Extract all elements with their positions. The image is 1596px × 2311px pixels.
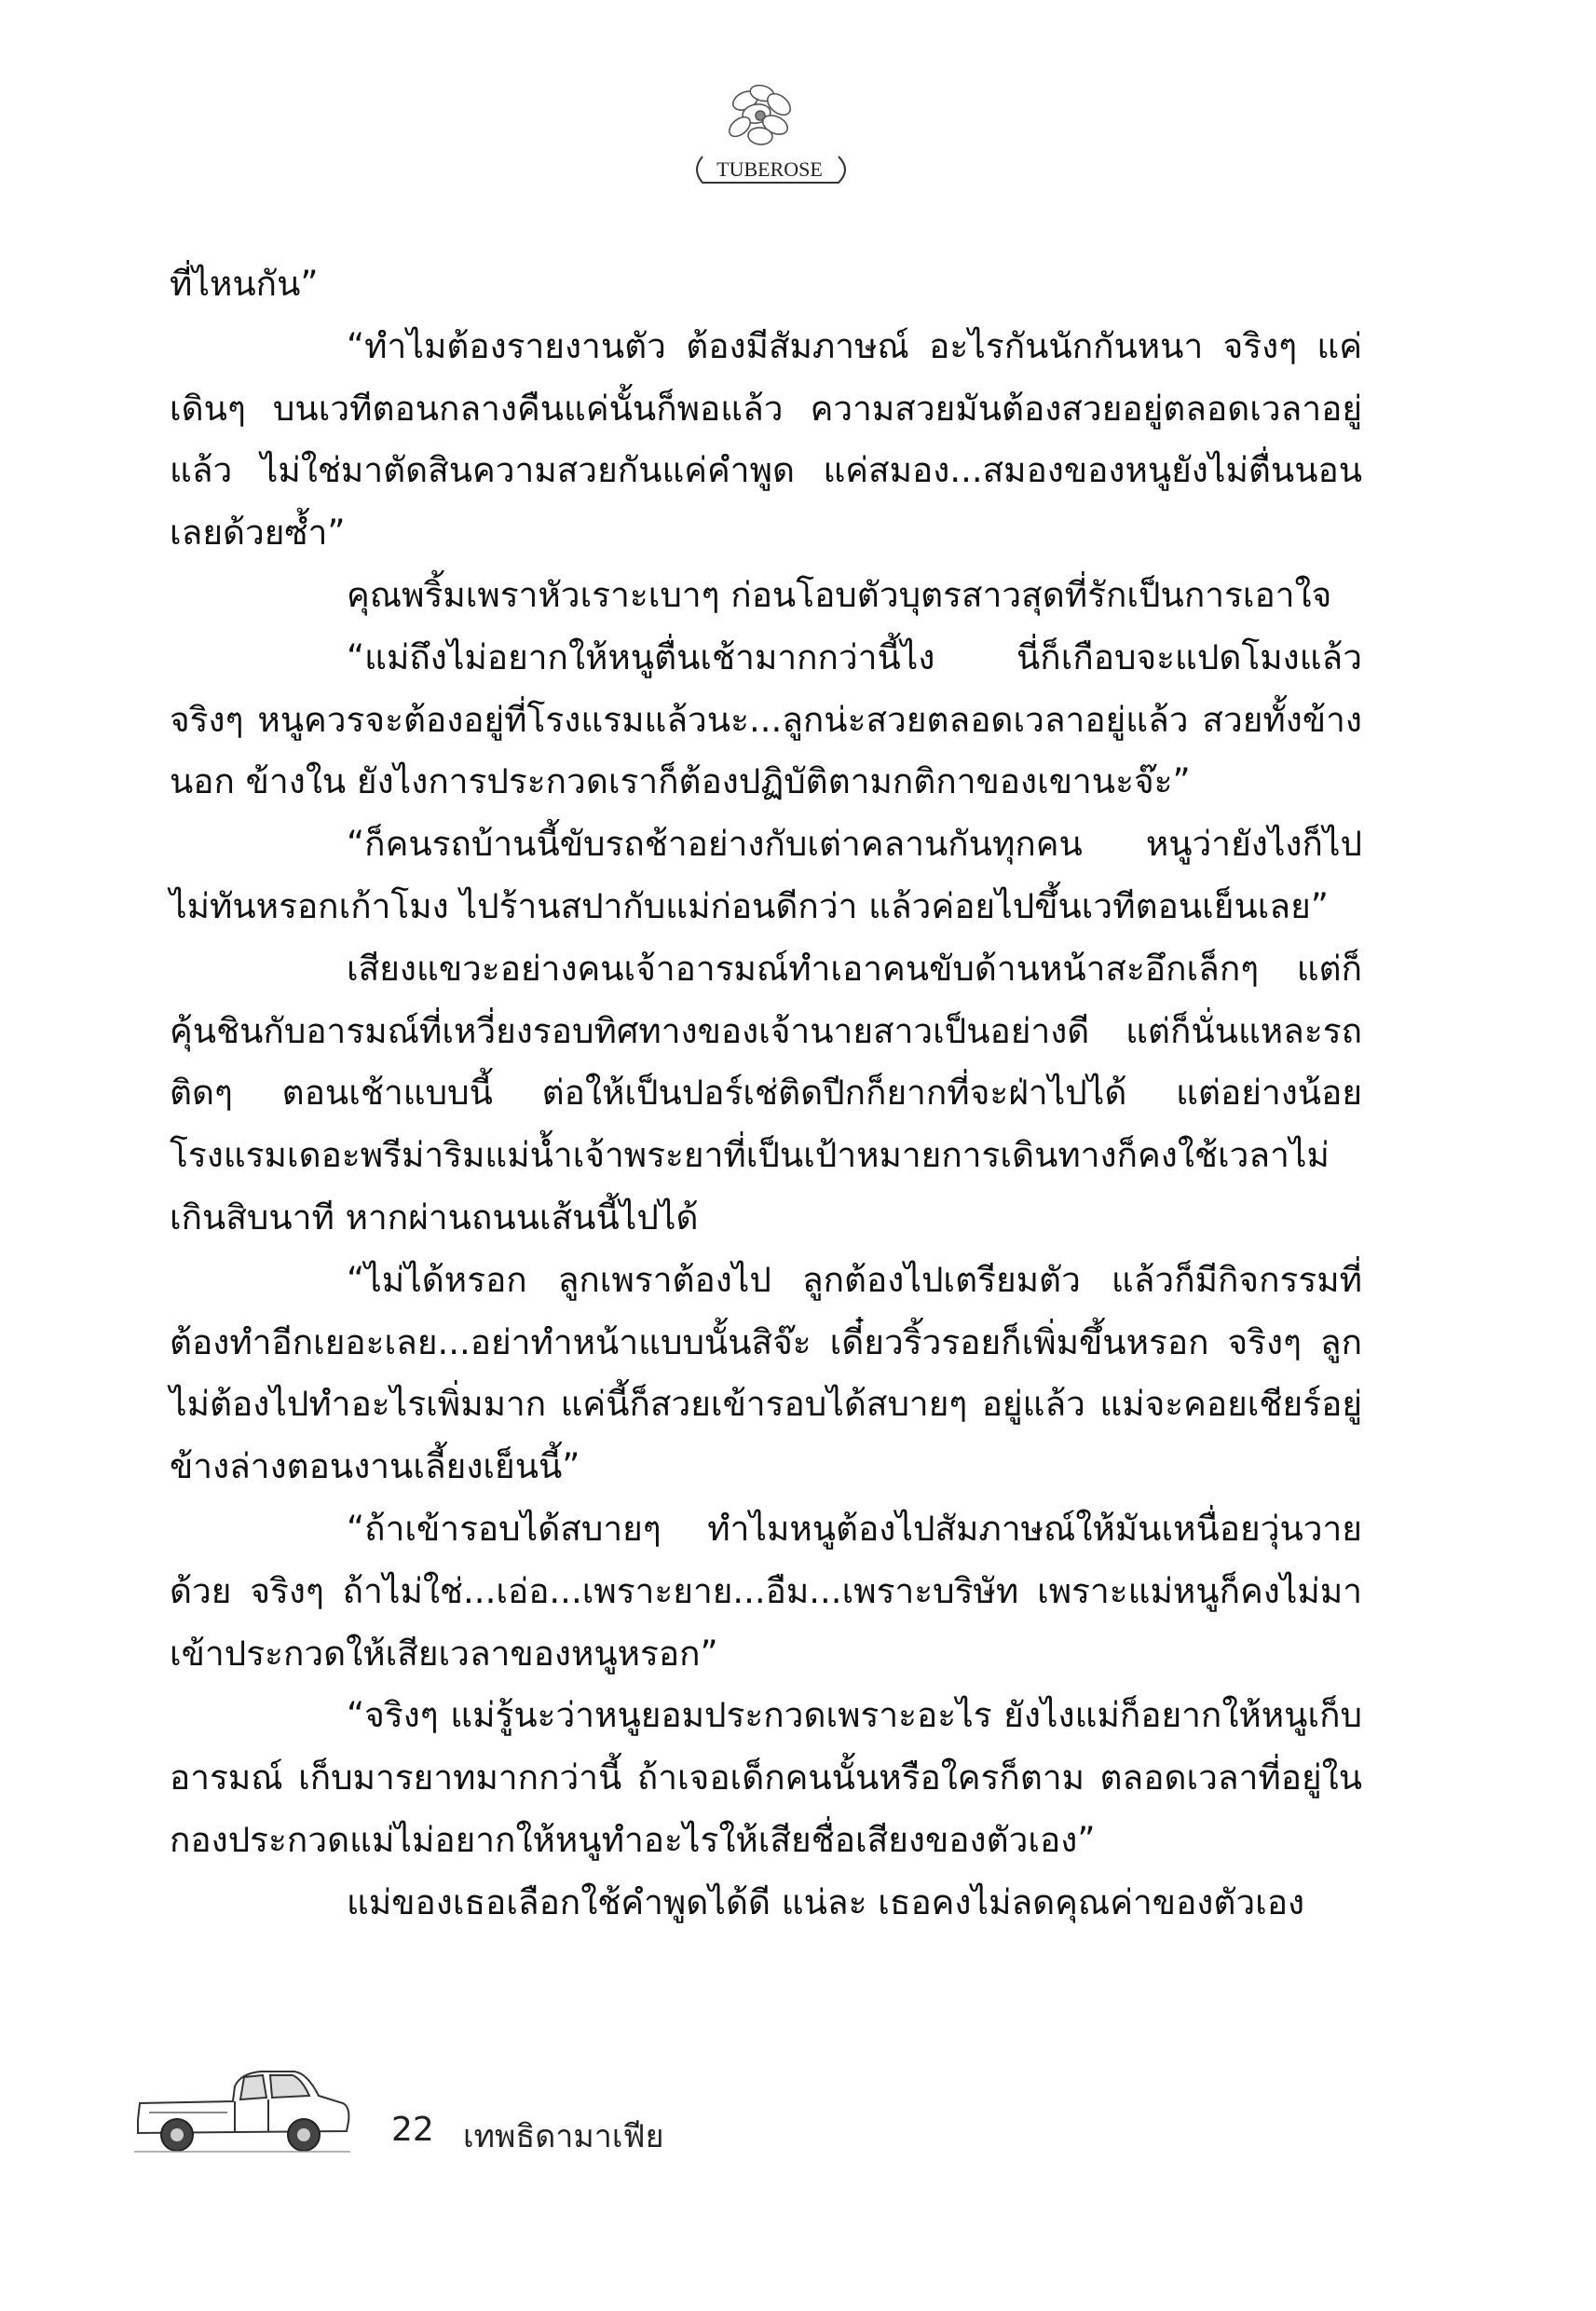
- pickup-truck-icon: [130, 2055, 354, 2167]
- paragraph: แม่ของเธอเลือกใช้คำพูดได้ดี แน่ละ เธอคงไม่ลดคุณค่าของตัวเอง: [347, 1881, 1305, 1922]
- paragraph: “ถ้าเข้ารอบได้สบายๆ ทำไมหนูต้องไปสัมภาษณ์ให้มันเหนื่อยวุ่นวายด้วย จริงๆ ถ้าไม่ใช่...เอ่อ...เพราะยาย...อืม...เพราะบริษัท เพราะแม่หนูก็คงไม่มาเข้าประกวดให้เสียเวลาของหนูหรอก”: [170, 1508, 1362, 1674]
- paragraph: คุณพริ้มเพราหัวเราะเบาๆ ก่อนโอบตัวบุตรสาวสุดที่รักเป็นการเอาใจ: [347, 574, 1332, 615]
- paragraph: “แม่ถึงไม่อยากให้หนูตื่นเช้ามากกว่านี้ไง นี่ก็เกือบจะแปดโมงแล้ว จริงๆ หนูควรจะต้องอยู่ที่โรงแรมแล้วนะ...ลูกน่ะสวยตลอดเวลาอยู่แล้ว สวยทั้งข้างนอก ข้างใน ยังไงการประกวดเราก็ต้องปฏิบัติตามกติกาของเขานะจ๊ะ”: [170, 636, 1362, 802]
- page-footer: [0, 2055, 1596, 2185]
- paragraph: เสียงแขวะอย่างคนเจ้าอารมณ์ทำเอาคนขับด้านหน้าสะอึกเล็กๆ แต่ก็คุ้นชินกับอารมณ์ที่เหวี่ยงรอบทิศทางของเจ้านายสาวเป็นอย่างดี แต่ก็นั่นแหละรถติดๆ ตอนเช้าแบบนี้ ต่อให้เป็นปอร์เช่ติดปีกก็ยากที่จะฝ่าไปได้ แต่อย่างน้อย โรงแรมเดอะพรีม่าริมแม่น้ำเจ้าพระยาที่เป็นเป้าหมายการเดินทางก็คงใช้เวลาไม่เกินสิบนาที หากผ่านถนนเส้นนี้ไปได้: [170, 948, 1362, 1238]
- paragraph: “จริงๆ แม่รู้นะว่าหนูยอมประกวดเพราะอะไร ยังไงแม่ก็อยากให้หนูเก็บอารมณ์ เก็บมารยาทมากกว่านี้ ถ้าเจอเด็กคนนั้นหรือใครก็ตาม ตลอดเวลาที่อยู่ในกองประกวดแม่ไม่อยากให้หนูทำอะไรให้เสียชื่อเสียงของตัวเอง”: [170, 1695, 1362, 1860]
- tuberose-logo: [671, 73, 866, 203]
- paragraph: “ทำไมต้องรายงานตัว ต้องมีสัมภาษณ์ อะไรกันนักกันหนา จริงๆ แค่เดินๆ บนเวทีตอนกลางคืนแค่นั้นก็พอแล้ว ความสวยมันต้องสวยอยู่ตลอดเวลาอยู่แล้ว ไม่ใช่มาตัดสินความสวยกันแค่คำพูด แค่สมอง...สมองของหนูยังไม่ตื่นนอนเลยด้วยซ้ำ”: [170, 325, 1362, 554]
- paragraph: “ก็คนรถบ้านนี้ขับรถช้าอย่างกับเต่าคลานกันทุกคน หนูว่ายังไงก็ไปไม่ทันหรอกเก้าโมง ไปร้านสปากับแม่ก่อนดีกว่า แล้วค่อยไปขึ้นเวทีตอนเย็นเลย”: [170, 824, 1362, 926]
- body-text: [170, 253, 1362, 1935]
- tuberose-flower-icon: [726, 83, 795, 145]
- logo-text: TUBEROSE: [716, 157, 823, 181]
- book-title: เทพธิดามาเฟีย: [463, 2118, 664, 2155]
- page-number: 22: [391, 2111, 434, 2149]
- paragraph: “ไม่ได้หรอก ลูกเพราต้องไป ลูกต้องไปเตรียมตัว แล้วก็มีกิจกรรมที่ต้องทำอีกเยอะเลย...อย่าทำหน้าแบบนั้นสิจ๊ะ เดี๋ยวริ้วรอยก็เพิ่มขึ้นหรอก จริงๆ ลูกไม่ต้องไปทำอะไรเพิ่มมาก แค่นี้ก็สวยเข้ารอบได้สบายๆ อยู่แล้ว แม่จะคอยเชียร์อยู่ข้างล่างตอนงานเลี้ยงเย็นนี้”: [170, 1259, 1362, 1487]
- paragraph: ที่ไหนกัน”: [170, 264, 319, 304]
